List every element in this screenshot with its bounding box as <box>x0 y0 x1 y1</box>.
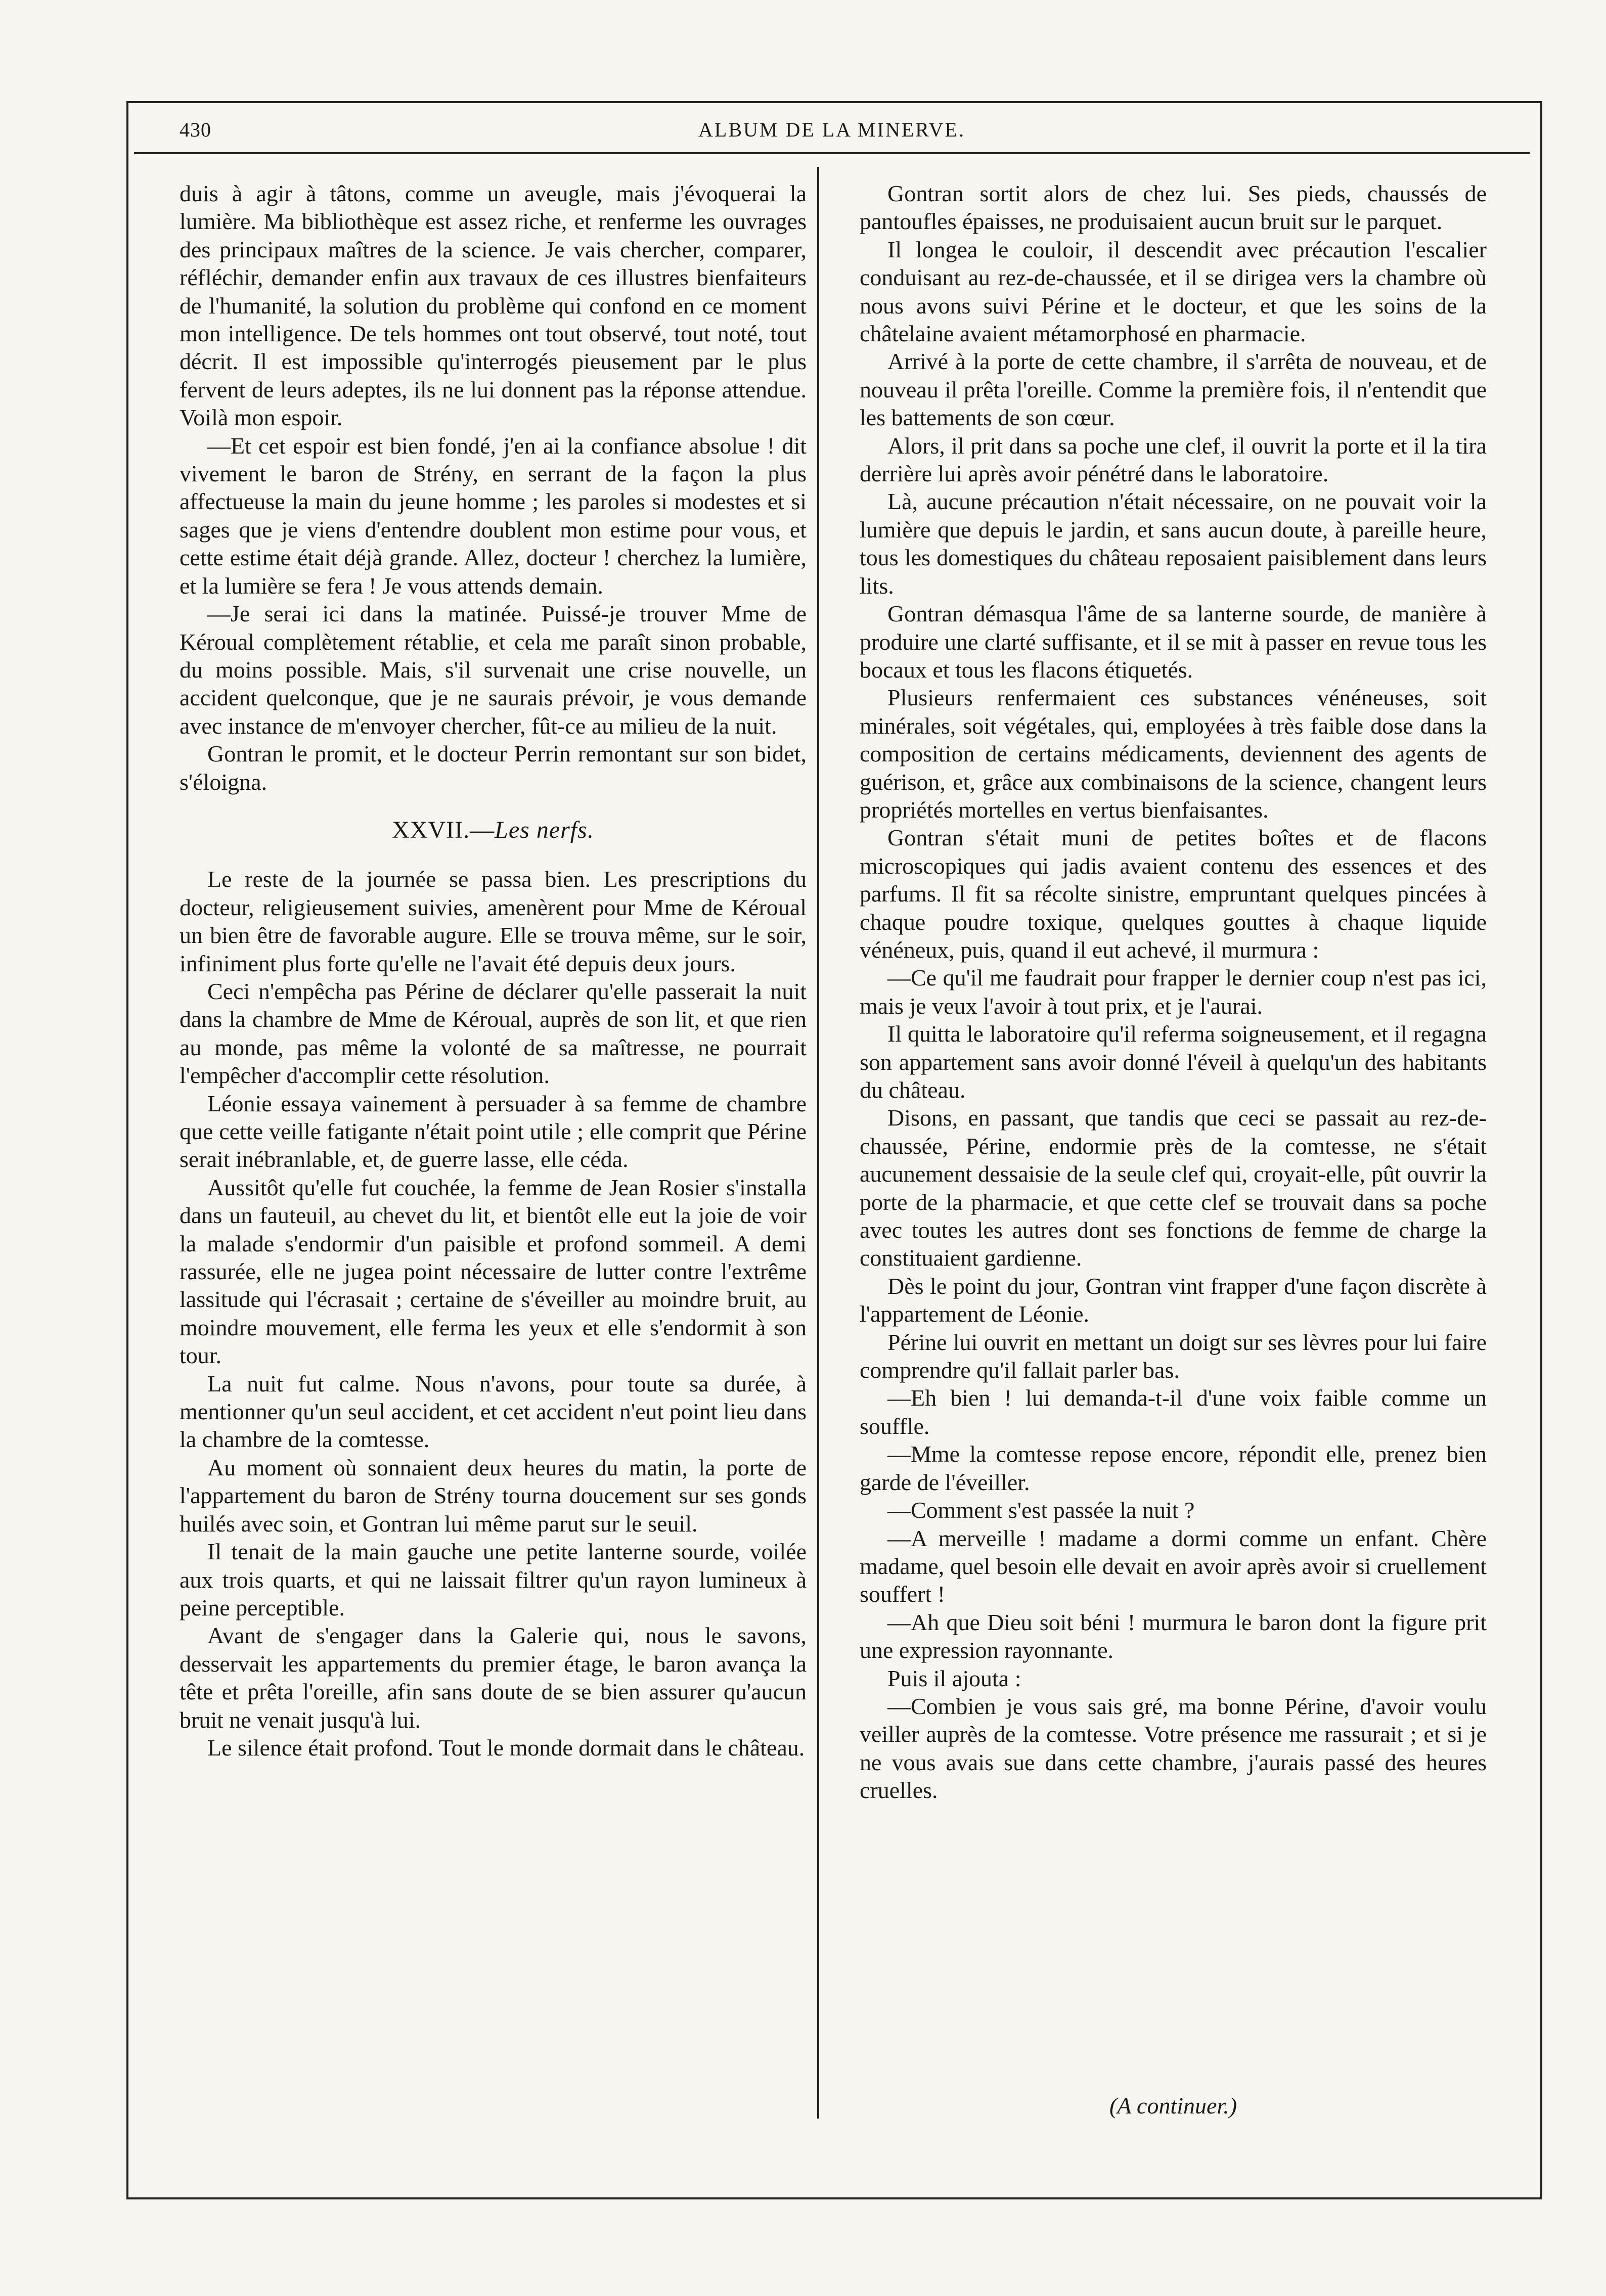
paragraph: —Je serai ici dans la matinée. Puissé-je trouver Mme de Kéroual complètement rétablie, et cela me paraît sinon probable, du moins possible. Mais, s'il survenait une crise nouvelle, un accident quelconque, que je ne saurais prévoir, je vous demande avec instance de m'envoyer chercher, fût-ce au milieu de la nuit. <box>180 601 807 739</box>
paragraph: —Mme la comtesse repose encore, répondit elle, prenez bien garde de l'éveiller. <box>860 1441 1487 1495</box>
paragraph: Périne lui ouvrit en mettant un doigt sur ses lèvres pour lui faire comprendre qu'il fallait parler bas. <box>860 1329 1487 1383</box>
paragraph: Il longea le couloir, il descendit avec précaution l'escalier conduisant au rez-de-chaussée, et il se dirigea vers la chambre où nous avons suivi Périne et le docteur, et que les soins de la châtelaine avaient métamorphosé en pharmacie. <box>860 236 1487 347</box>
paragraph: —Combien je vous sais gré, ma bonne Périne, d'avoir voulu veiller auprès de la comtesse. Votre présence me rassurait ; et si je ne vous avais sue dans cette chambre, j'aurais passé des heures cruelles. <box>860 1693 1487 1804</box>
paragraph: —Ce qu'il me faudrait pour frapper le dernier coup n'est pas ici, mais je veux l'avoir à tout prix, et je l'aurai. <box>860 965 1487 1019</box>
paragraph: Là, aucune précaution n'était nécessaire, on ne pouvait voir la lumière que depuis le jardin, et sans aucun doute, à pareille heure, tous les domestiques du château reposaient paisiblement dans leurs lits. <box>860 488 1487 599</box>
paragraph: Avant de s'engager dans la Galerie qui, nous le savons, desservait les appartements du premier étage, le baron avança la tête et prêta l'oreille, afin sans doute de se bien assurer qu'aucun bruit ne venait jusqu'à lui. <box>180 1623 807 1733</box>
paragraph: Ceci n'empêcha pas Périne de déclarer qu'elle passerait la nuit dans la chambre de Mme de Kéroual, auprès de son lit, et que rien au monde, pas même la volonté de sa maîtresse, ne pourrait l'empêcher d'accomplir cette résolution. <box>180 978 807 1089</box>
paragraph: Il tenait de la main gauche une petite lanterne sourde, voilée aux trois quarts, et qui ne laissait filtrer qu'un rayon lumineux à peine perceptible. <box>180 1539 807 1620</box>
paragraph: —A merveille ! madame a dormi comme un enfant. Chère madame, quel besoin elle devait en avoir après avoir si cruellement souffert ! <box>860 1525 1487 1607</box>
left-column <box>180 179 807 1762</box>
paragraph: —Ah que Dieu soit béni ! murmura le baron dont la figure prit une expression rayonnante. <box>860 1609 1487 1663</box>
paragraph: Gontran s'était muni de petites boîtes et de flacons microscopiques qui jadis avaient contenu des essences et des parfums. Il fit sa récolte sinistre, empruntant quelques pincées à chaque poudre toxique, quelques gouttes à chaque liquide vénéneux, puis, quand il eut achevé, il murmura : <box>860 825 1487 963</box>
paragraph: Léonie essaya vainement à persuader à sa femme de chambre que cette veille fatigante n'était point utile ; elle comprit que Périne serait inébranlable, et, de guerre lasse, elle céda. <box>180 1090 807 1173</box>
paragraph: Le silence était profond. Tout le monde dormait dans le château. <box>207 1734 805 1761</box>
paragraph: Gontran démasqua l'âme de sa lanterne sourde, de manière à produire une clarté suffisante, et il se mit à passer en revue tous les bocaux et tous les flacons étiquetés. <box>860 601 1487 683</box>
paragraph: Alors, il prit dans sa poche une clef, il ouvrit la porte et il la tira derrière lui après avoir pénétré dans le laboratoire. <box>860 432 1487 487</box>
page-header <box>134 109 1530 154</box>
paragraph: Arrivé à la porte de cette chambre, il s'arrêta de nouveau, et de nouveau il prêta l'oreille. Comme la première fois, il n'entendit que les battements de son cœur. <box>860 348 1487 431</box>
chapter-number: XXVII.— <box>392 816 495 843</box>
page-number: 430 <box>180 118 211 141</box>
column-divider <box>817 167 819 2119</box>
paragraph: Il quitta le laboratoire qu'il referma soigneusement, et il regagna son appartement sans avoir donné l'éveil à quelqu'un des habitants du château. <box>860 1021 1487 1103</box>
paragraph: Aussitôt qu'elle fut couchée, la femme de Jean Rosier s'installa dans un fauteuil, au chevet du lit, et bientôt elle eut la joie de voir la malade s'endormir d'un paisible et profond sommeil. A demi rassurée, elle ne jugea point nécessaire de lutter contre l'extrême lassitude qui l'écrasait ; certaine de s'éveiller au moindre bruit, au moindre mouvement, elle ferma les yeux et elle s'endormit à son tour. <box>180 1174 807 1369</box>
running-title: ALBUM DE LA MINERVE. <box>698 118 965 141</box>
paragraph: —Et cet espoir est bien fondé, j'en ai la confiance absolue ! dit vivement le baron de Strény, en serrant de la façon la plus affectueuse la main du jeune homme ; les paroles si modestes et si sages que je viens d'entendre doublent mon estime pour vous, et cette estime était déjà grande. Allez, docteur ! cherchez la lumière, et la lumière se fera ! Je vous attends demain. <box>180 432 807 599</box>
paragraph: Plusieurs renfermaient ces substances vénéneuses, soit minérales, soit végétales, qui, employées à très faible dose dans la composition de certains médicaments, deviennent des agents de guérison, et, grâce aux combinaisons de la science, changent leurs propriétés mortelles en vertus bienfaisantes. <box>860 685 1487 823</box>
paragraph: —Comment s'est passée la nuit ? <box>887 1497 1195 1523</box>
chapter-heading <box>180 816 807 844</box>
right-column <box>860 179 1487 1805</box>
paragraph: Gontran sortit alors de chez lui. Ses pieds, chaussés de pantoufles épaisses, ne produisaient aucun bruit sur le parquet. <box>860 181 1487 235</box>
paragraph: —Eh bien ! lui demanda-t-il d'une voix faible comme un souffle. <box>860 1385 1487 1439</box>
paragraph: Dès le point du jour, Gontran vint frapper d'une façon discrète à l'appartement de Léonie. <box>860 1273 1487 1327</box>
paragraph: duis à agir à tâtons, comme un aveugle, mais j'évoquerai la lumière. Ma bibliothèque est assez riche, et renferme les ouvrages des principaux maîtres de la science. Je vais chercher, comparer, réfléchir, demander enfin aux travaux de ces illustres bienfaiteurs de l'humanité, la solution du problème qui confond en ce moment mon intelligence. De tels hommes ont tout observé, tout noté, tout décrit. Il est impossible qu'interrogés pieusement par le plus fervent de leurs adeptes, ils ne lui donnent pas la réponse attendue. Voilà mon espoir. <box>180 181 807 431</box>
paragraph: Gontran le promit, et le docteur Perrin remontant sur son bidet, s'éloigna. <box>180 741 807 795</box>
paragraph: Le reste de la journée se passa bien. Les prescriptions du docteur, religieusement suivies, amenèrent pour Mme de Kéroual un bien être de favorable augure. Elle se trouva même, sur le soir, infiniment plus forte qu'elle ne l'avait été depuis deux jours. <box>180 866 807 976</box>
paragraph: Puis il ajouta : <box>887 1665 1021 1691</box>
paragraph: La nuit fut calme. Nous n'avons, pour toute sa durée, à mentionner qu'un seul accident, et cet accident n'eut point lieu dans la chambre de la comtesse. <box>180 1370 807 1453</box>
chapter-title: Les nerfs. <box>495 816 594 843</box>
paragraph: Au moment où sonnaient deux heures du matin, la porte de l'appartement du baron de Strény tourna doucement sur ses gonds huilés avec soin, et Gontran lui même parut sur le seuil. <box>180 1454 807 1537</box>
continuation-note: (A continuer.) <box>1109 2093 1237 2119</box>
paragraph: Disons, en passant, que tandis que ceci se passait au rez-de-chaussée, Périne, endormie près de la comtesse, ne s'était aucunement dessaisie de la seule clef qui, croyait-elle, pût ouvrir la porte de la pharmacie, et que cette clef se trouvait dans sa poche avec toutes les autres dont ses fonctions de femme de charge la constituaient gardienne. <box>860 1105 1487 1271</box>
